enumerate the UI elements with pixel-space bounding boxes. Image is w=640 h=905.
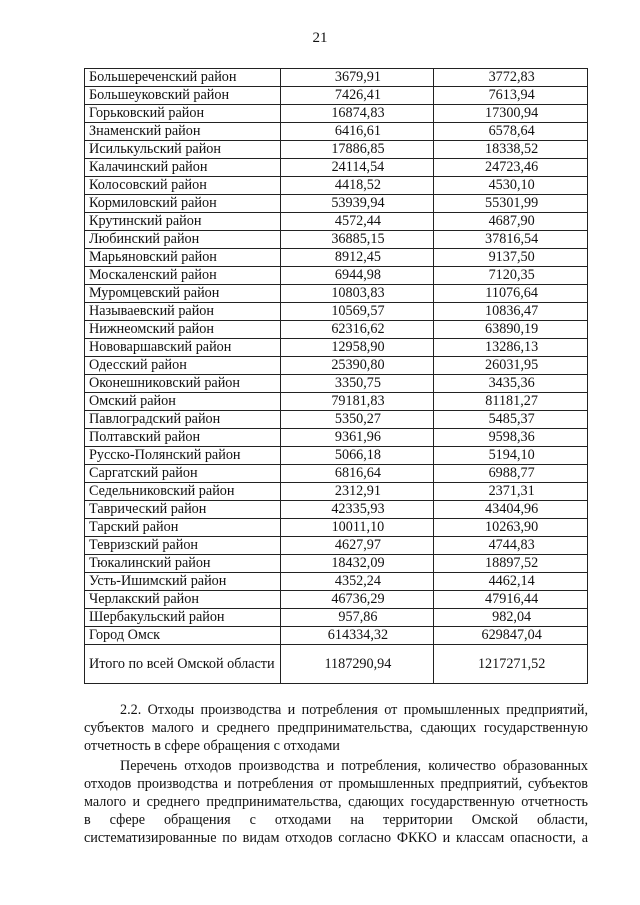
table-row: [85, 231, 588, 249]
table-row: [85, 609, 588, 627]
table-row: [85, 303, 588, 321]
value-2-cell: 24723,46: [434, 159, 588, 177]
value-1-cell: 16874,83: [280, 105, 434, 123]
value-1-cell: 12958,90: [280, 339, 434, 357]
table-row: [85, 177, 588, 195]
value-1-cell: 17886,85: [280, 141, 434, 159]
district-name-cell: Москаленский район: [85, 267, 281, 285]
table-row: [85, 573, 588, 591]
table-row: [85, 429, 588, 447]
value-2-cell: 7613,94: [434, 87, 588, 105]
district-name-cell: Марьяновский район: [85, 249, 281, 267]
table-row: [85, 537, 588, 555]
table-row: [85, 213, 588, 231]
table-row: [85, 87, 588, 105]
value-1-cell: 1187290,94: [280, 645, 434, 684]
value-1-cell: 7426,41: [280, 87, 434, 105]
value-1-cell: 957,86: [280, 609, 434, 627]
value-2-cell: 9598,36: [434, 429, 588, 447]
value-1-cell: 10569,57: [280, 303, 434, 321]
table-total-row: [85, 645, 588, 684]
value-1-cell: 6816,64: [280, 465, 434, 483]
value-2-cell: 3772,83: [434, 69, 588, 87]
district-name-cell: Горьковский район: [85, 105, 281, 123]
value-1-cell: 36885,15: [280, 231, 434, 249]
value-1-cell: 10011,10: [280, 519, 434, 537]
district-name-cell: Усть-Ишимский район: [85, 573, 281, 591]
district-name-cell: Омский район: [85, 393, 281, 411]
district-name-cell: Итого по всей Омской области: [85, 645, 281, 684]
district-name-cell: Любинский район: [85, 231, 281, 249]
table-row: [85, 375, 588, 393]
value-1-cell: 24114,54: [280, 159, 434, 177]
value-1-cell: 5350,27: [280, 411, 434, 429]
value-1-cell: 8912,45: [280, 249, 434, 267]
value-2-cell: 18338,52: [434, 141, 588, 159]
table-row: [85, 285, 588, 303]
paragraph-line: отходов производства и потребления от промышленных предприятий, субъектов: [84, 776, 588, 792]
table-row: [85, 555, 588, 573]
value-1-cell: 46736,29: [280, 591, 434, 609]
value-1-cell: 79181,83: [280, 393, 434, 411]
value-2-cell: 5194,10: [434, 447, 588, 465]
table-row: [85, 393, 588, 411]
table-row: [85, 591, 588, 609]
table-row: [85, 141, 588, 159]
table-row: [85, 411, 588, 429]
district-name-cell: Тарский район: [85, 519, 281, 537]
value-2-cell: 37816,54: [434, 231, 588, 249]
district-name-cell: Оконешниковский район: [85, 375, 281, 393]
district-name-cell: Крутинский район: [85, 213, 281, 231]
value-1-cell: 3350,75: [280, 375, 434, 393]
paragraph-line: в сфере обращения с отходами на территории Омской области,: [84, 812, 588, 828]
table-body: [85, 69, 588, 684]
table-row: [85, 267, 588, 285]
table-row: [85, 195, 588, 213]
district-name-cell: Знаменский район: [85, 123, 281, 141]
page-number: 21: [312, 30, 328, 46]
value-1-cell: 18432,09: [280, 555, 434, 573]
district-name-cell: Русско-Полянский район: [85, 447, 281, 465]
value-1-cell: 25390,80: [280, 357, 434, 375]
value-1-cell: 42335,93: [280, 501, 434, 519]
value-2-cell: 7120,35: [434, 267, 588, 285]
value-1-cell: 62316,62: [280, 321, 434, 339]
value-2-cell: 629847,04: [434, 627, 588, 645]
value-1-cell: 53939,94: [280, 195, 434, 213]
district-name-cell: Муромцевский район: [85, 285, 281, 303]
value-1-cell: 6416,61: [280, 123, 434, 141]
value-2-cell: 6578,64: [434, 123, 588, 141]
value-2-cell: 81181,27: [434, 393, 588, 411]
value-1-cell: 5066,18: [280, 447, 434, 465]
value-2-cell: 6988,77: [434, 465, 588, 483]
value-2-cell: 1217271,52: [434, 645, 588, 684]
district-name-cell: Полтавский район: [85, 429, 281, 447]
section-paragraph: [84, 757, 588, 847]
value-2-cell: 4687,90: [434, 213, 588, 231]
table-row: [85, 159, 588, 177]
paragraph-line: малого и среднего предпринимательства, сдающих государственную отчетность: [84, 794, 588, 810]
district-name-cell: Колосовский район: [85, 177, 281, 195]
value-1-cell: 9361,96: [280, 429, 434, 447]
table-row: [85, 465, 588, 483]
value-2-cell: 43404,96: [434, 501, 588, 519]
district-name-cell: Исилькульский район: [85, 141, 281, 159]
district-name-cell: Нововаршавский район: [85, 339, 281, 357]
district-name-cell: Тюкалинский район: [85, 555, 281, 573]
table-row: [85, 339, 588, 357]
district-name-cell: Саргатский район: [85, 465, 281, 483]
district-name-cell: Большереченский район: [85, 69, 281, 87]
value-2-cell: 55301,99: [434, 195, 588, 213]
value-1-cell: 4418,52: [280, 177, 434, 195]
value-2-cell: 18897,52: [434, 555, 588, 573]
value-2-cell: 63890,19: [434, 321, 588, 339]
paragraph-line: систематизированные по видам отходов согласно ФККО и классам опасности, а: [84, 830, 588, 846]
table-row: [85, 69, 588, 87]
value-2-cell: 4462,14: [434, 573, 588, 591]
district-name-cell: Таврический район: [85, 501, 281, 519]
value-2-cell: 982,04: [434, 609, 588, 627]
value-2-cell: 47916,44: [434, 591, 588, 609]
table-row: [85, 447, 588, 465]
value-2-cell: 2371,31: [434, 483, 588, 501]
value-2-cell: 5485,37: [434, 411, 588, 429]
district-name-cell: Шербакульский район: [85, 609, 281, 627]
district-name-cell: Кормиловский район: [85, 195, 281, 213]
district-name-cell: Калачинский район: [85, 159, 281, 177]
paragraph-line: Перечень отходов производства и потребления, количество образованных: [120, 758, 588, 774]
district-name-cell: Седельниковский район: [85, 483, 281, 501]
district-name-cell: Тевризский район: [85, 537, 281, 555]
value-1-cell: 4627,97: [280, 537, 434, 555]
section-heading-text: 2.2. Отходы производства и потребления от промышленных предприятий, субъектов малого и среднего предпринимательства, сдающих государственную отчетность в сфере обращения с отходами: [84, 702, 588, 754]
value-2-cell: 26031,95: [434, 357, 588, 375]
district-name-cell: Нижнеомский район: [85, 321, 281, 339]
table-row: [85, 483, 588, 501]
value-2-cell: 17300,94: [434, 105, 588, 123]
table-row: [85, 123, 588, 141]
district-name-cell: Павлоградский район: [85, 411, 281, 429]
value-2-cell: 10836,47: [434, 303, 588, 321]
district-name-cell: Большеуковский район: [85, 87, 281, 105]
table-row: [85, 321, 588, 339]
value-2-cell: 4744,83: [434, 537, 588, 555]
value-2-cell: 13286,13: [434, 339, 588, 357]
value-2-cell: 3435,36: [434, 375, 588, 393]
value-1-cell: 4572,44: [280, 213, 434, 231]
waste-table: [84, 68, 588, 684]
table-row: [85, 519, 588, 537]
district-name-cell: Одесский район: [85, 357, 281, 375]
district-name-cell: Город Омск: [85, 627, 281, 645]
table-row: [85, 501, 588, 519]
table-row: [85, 249, 588, 267]
section-heading: [84, 701, 588, 755]
table-row: [85, 105, 588, 123]
table-row: [85, 357, 588, 375]
value-1-cell: 2312,91: [280, 483, 434, 501]
district-name-cell: Называевский район: [85, 303, 281, 321]
value-2-cell: 11076,64: [434, 285, 588, 303]
value-2-cell: 4530,10: [434, 177, 588, 195]
district-name-cell: Черлакский район: [85, 591, 281, 609]
value-1-cell: 6944,98: [280, 267, 434, 285]
table-row: [85, 627, 588, 645]
value-2-cell: 10263,90: [434, 519, 588, 537]
value-1-cell: 614334,32: [280, 627, 434, 645]
value-1-cell: 10803,83: [280, 285, 434, 303]
value-1-cell: 4352,24: [280, 573, 434, 591]
value-1-cell: 3679,91: [280, 69, 434, 87]
value-2-cell: 9137,50: [434, 249, 588, 267]
